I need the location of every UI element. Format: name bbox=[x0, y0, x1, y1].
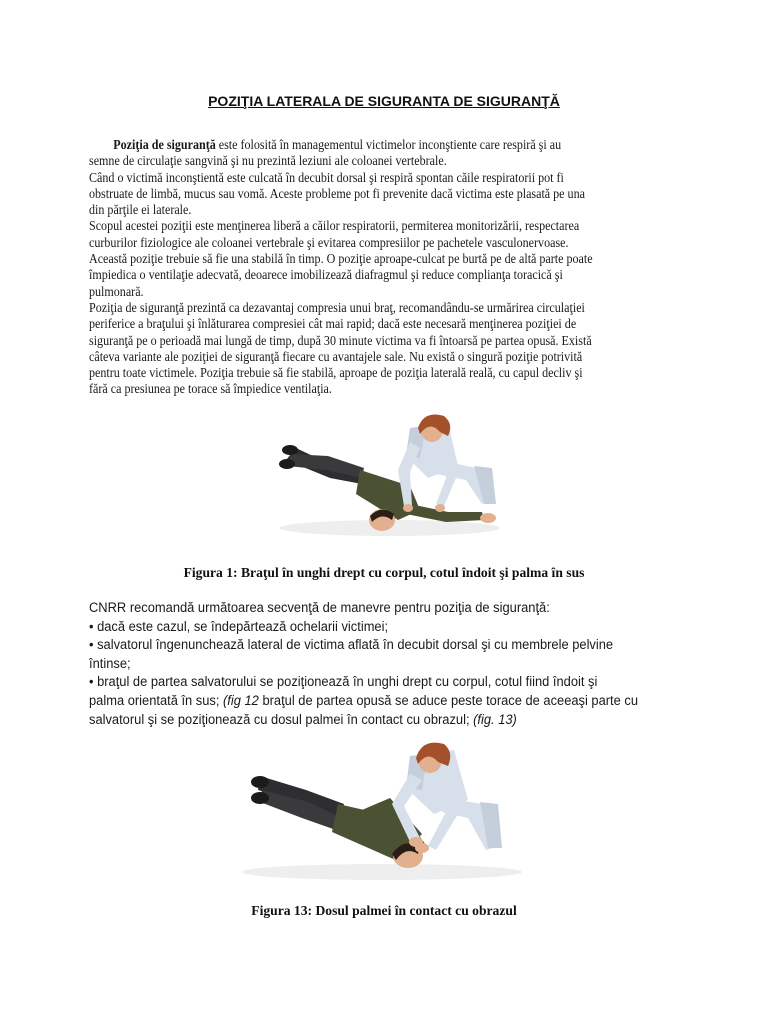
fig-ref: (fig 12 bbox=[223, 692, 259, 708]
cnrr-step: • dacă este cazul, se îndepărtează ochelarii victimei; bbox=[89, 618, 389, 634]
intro-line: siguranţă pe o perioadă mai lungă de timp, după 30 minute victima va fi întoarsă pe partea opusă. Există bbox=[89, 332, 592, 348]
intro-lead: Poziţia de siguranţă bbox=[113, 137, 216, 152]
recovery-position-step2-image bbox=[232, 738, 532, 884]
intro-line: Când o victimă inconştientă este culcată în decubit dorsal şi respiră spontan căile respiratorii pot fi bbox=[89, 169, 564, 185]
cnrr-step-cont: palma orientată în sus; (fig 12 braţul de partea opusă se aduce peste torace de aceeaşi parte cu bbox=[89, 692, 639, 708]
intro-line: din părţile ei laterale. bbox=[89, 202, 192, 218]
cnrr-step-cont: salvatorul şi se poziţionează cu dosul palmei în contact cu obrazul; (fig. 13) bbox=[89, 711, 517, 727]
fig-ref: (fig. 13) bbox=[473, 711, 517, 727]
cnrr-intro: CNRR recomandă următoarea secvenţă de manevre pentru poziţia de siguranţă: bbox=[89, 600, 550, 615]
recovery-position-step1-image bbox=[270, 408, 510, 548]
figure-1-caption: Figura 1: Braţul în unghi drept cu corpul, cotul îndoit şi palma în sus bbox=[183, 565, 585, 580]
intro-line: pentru toate victimele. Poziţia trebuie să fie stabilă, aproape de poziţia laterală reală, cu capul decliv şi bbox=[89, 365, 583, 381]
figure-13-caption: Figura 13: Dosul palmei în contact cu obrazul bbox=[251, 903, 517, 918]
cnrr-step-cont: întinse; bbox=[89, 655, 131, 671]
intro-line: Poziţia de siguranţă prezintă ca dezavantaj compresia unui braţ, recomandându-se urmărirea circulaţiei bbox=[89, 299, 585, 315]
intro-line-1: Poziţia de siguranţă este folosită în managementul victimelor inconştiente care respiră şi au bbox=[113, 137, 562, 152]
cnrr-step: • braţul de partea salvatorului se poziţionează în unghi drept cu corpul, cotul fiind îndoit şi bbox=[89, 674, 598, 690]
intro-paragraphs bbox=[89, 137, 688, 398]
intro-line: obstruate de limbă, mucus sau vomă. Aceste probleme pot fi prevenite dacă victima este plasată pe una bbox=[89, 185, 585, 201]
intro-line: Scopul acestei poziţii este menţinerea liberă a căilor respiratorii, permiterea monitorizării, respectarea bbox=[89, 218, 580, 234]
figure-1-illustration bbox=[270, 408, 510, 548]
figure-13-illustration bbox=[232, 738, 532, 884]
intro-line: periferice a braţului şi înlăturarea compresiei cât mai rapid; dacă este necesară menţinerea poziţiei de bbox=[89, 316, 577, 332]
intro-line: semne de circulaţie sangvină şi nu prezintă leziuni ale coloanei vertebrale. bbox=[89, 153, 447, 169]
cnrr-step: • salvatorul îngenunchează lateral de victima aflată în decubit dorsal şi cu membrele pelvine bbox=[89, 637, 614, 653]
cnrr-section bbox=[89, 599, 700, 729]
intro-line: pulmonară. bbox=[89, 283, 144, 299]
intro-line: Această poziţie trebuie să fie una stabilă în timp. O poziţie aproape-culcat pe burtă pe de altă parte poate bbox=[89, 251, 593, 267]
intro-line: fără ca presiunea pe torace să împiedice ventilaţia. bbox=[89, 381, 332, 397]
intro-line: împiedica o ventilaţie adecvată, deoarece imobilizează diafragmul şi reduce complianţa toracică şi bbox=[89, 267, 563, 283]
intro-line: curburilor fiziologice ale coloanei vertebrale şi evitarea compresiilor pe pachetele vasculonervoase. bbox=[89, 234, 569, 250]
intro-line: câteva variante ale poziţiei de siguranţă fiecare cu avantajele sale. Nu există o singură poziţie potrivită bbox=[89, 348, 583, 364]
document-title: POZIŢIA LATERALA DE SIGURANTA DE SIGURANŢĂ bbox=[208, 93, 560, 109]
